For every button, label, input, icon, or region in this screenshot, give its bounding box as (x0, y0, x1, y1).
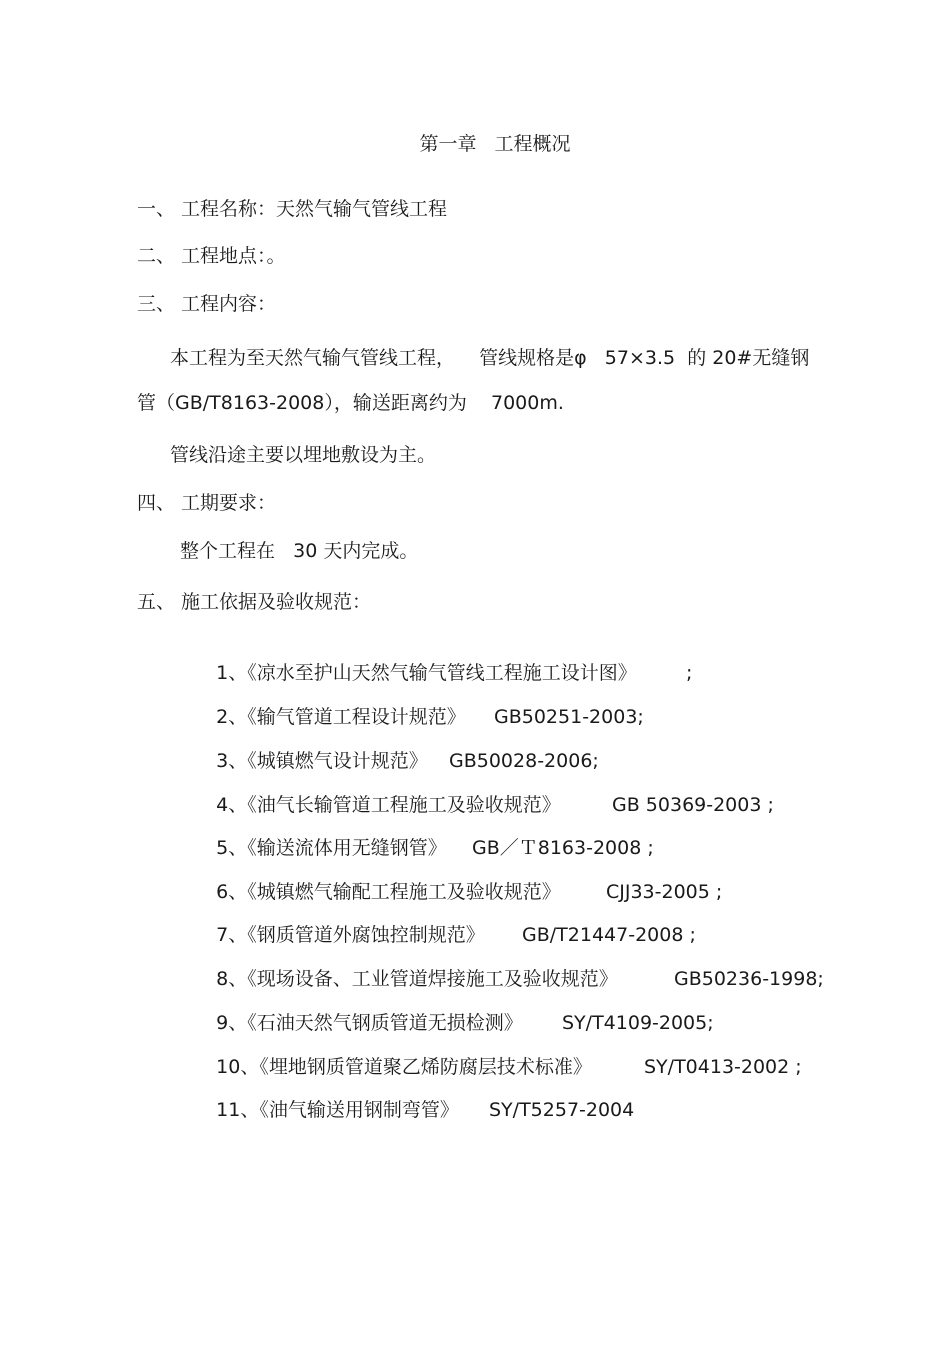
section-project-location: 二、 工程地点：。 (137, 245, 286, 267)
standard-code: GB50251-2003; (494, 706, 644, 728)
section-schedule: 四、 工期要求： (137, 492, 277, 514)
standard-code: GB 50369-2003 ; (612, 794, 774, 816)
content-paragraph-line1: 本工程为至天然气输气管线工程， 管线规格是φ 57×3.5 的 20#无缝钢 (170, 347, 810, 369)
content-paragraph-line2: 管（GB/T8163-2008），输送距离约为 7000m. (137, 392, 564, 414)
standard-number: 7、 (216, 924, 248, 946)
standard-number: 6、 (216, 881, 248, 903)
standard-title: 《输气管道工程设计规范》 (247, 706, 466, 728)
standard-code: GB／Ｔ8163-2008 ; (472, 837, 654, 859)
schedule-paragraph: 整个工程在 30 天内完成。 (180, 540, 419, 562)
standard-title: 《油气输送用钢制弯管》 (259, 1099, 459, 1121)
standard-code: SY/T4109-2005; (562, 1012, 714, 1034)
standard-number: 3、 (216, 750, 248, 772)
standard-number: 8、 (216, 968, 248, 990)
standard-number: 2、 (216, 706, 248, 728)
standard-code: SY/T5257-2004 (489, 1099, 635, 1121)
standard-title: 《城镇燃气设计规范》 (247, 750, 428, 772)
standard-number: 11、 (216, 1099, 260, 1121)
content-paragraph-burial: 管线沿途主要以埋地敷设为主。 (170, 444, 437, 466)
standard-code: GB/T21447-2008 ; (522, 924, 696, 946)
standard-title: 《石油天然气钢质管道无损检测》 (247, 1012, 523, 1034)
standard-code: GB50236-1998; (674, 968, 824, 990)
standard-item (192, 1074, 635, 1146)
section-project-content: 三、 工程内容： (137, 293, 277, 315)
standard-title: 《钢质管道外腐蚀控制规范》 (247, 924, 485, 946)
standard-title: 《油气长输管道工程施工及验收规范》 (247, 794, 561, 816)
standard-number: 5、 (216, 837, 248, 859)
standard-title: 《埋地钢质管道聚乙烯防腐层技术标准》 (259, 1056, 592, 1078)
standard-code: GB50028-2006; (449, 750, 599, 772)
section-project-name: 一、 工程名称：天然气输气管线工程 (137, 198, 448, 220)
chapter-title: 第一章 工程概况 (419, 133, 571, 155)
standard-title: 《凉水至护山天然气输气管线工程施工设计图》 (247, 662, 637, 684)
section-standards: 五、 施工依据及验收规范： (137, 591, 372, 613)
standard-title: 《现场设备、工业管道焊接施工及验收规范》 (247, 968, 618, 990)
standard-number: 9、 (216, 1012, 248, 1034)
standard-number: 4、 (216, 794, 248, 816)
standard-number: 1、 (216, 662, 248, 684)
standard-code: ; (686, 662, 693, 684)
standard-title: 《输送流体用无缝钢管》 (247, 837, 447, 859)
standard-code: CJJ33-2005 ; (606, 881, 723, 903)
standard-title: 《城镇燃气输配工程施工及验收规范》 (247, 881, 561, 903)
standard-code: SY/T0413-2002 ; (644, 1056, 802, 1078)
standard-number: 10、 (216, 1056, 260, 1078)
